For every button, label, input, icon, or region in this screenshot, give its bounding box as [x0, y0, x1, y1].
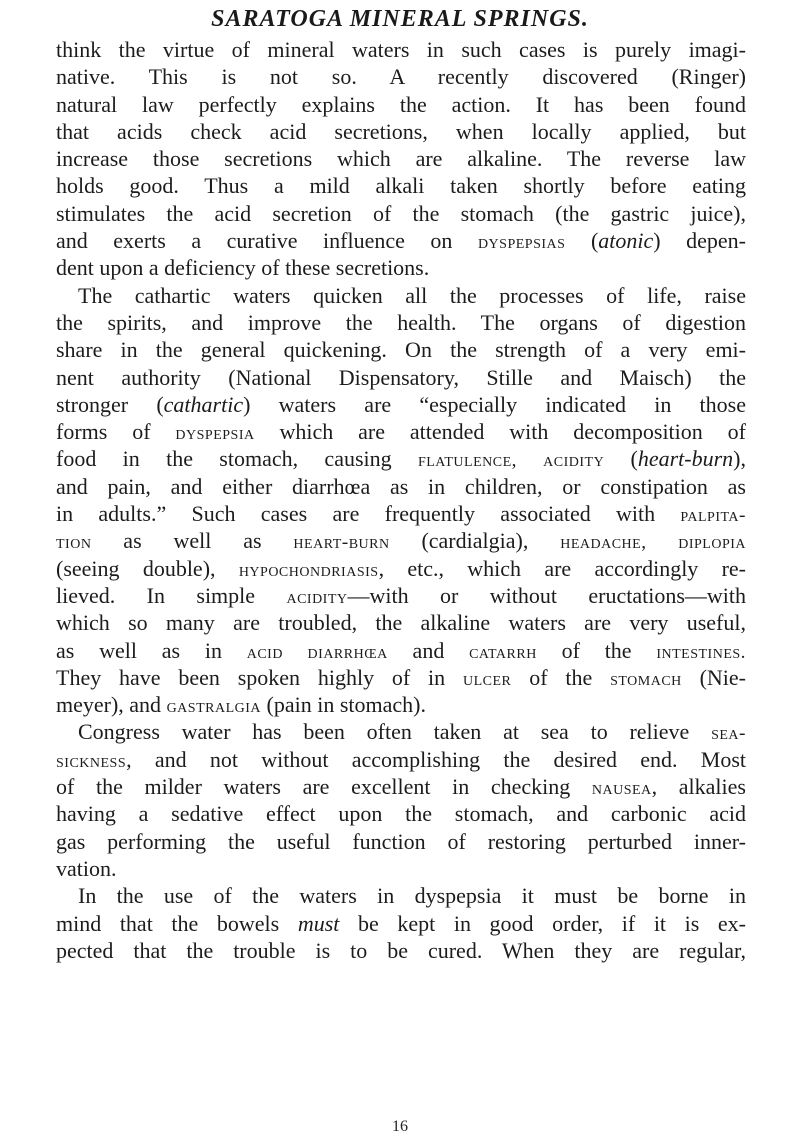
- text-run: ) waters are “especially indicated in those: [243, 391, 746, 417]
- text-line: [56, 91, 746, 118]
- text-line: [56, 637, 746, 664]
- text-run: of the: [536, 637, 657, 663]
- text-run: holds good. Thus a mild alkali taken shortly before eating: [56, 173, 746, 199]
- text-run: which are attended with decomposition of: [254, 419, 746, 445]
- text-line: [56, 172, 746, 199]
- text-run: and exerts a curative influence on: [56, 228, 478, 254]
- text-line: [56, 718, 746, 745]
- small-caps-term: tion: [56, 532, 92, 554]
- text-run: (cardialgia),: [389, 528, 561, 554]
- small-caps-term: heart-burn: [293, 532, 390, 554]
- text-run: vation.: [56, 855, 117, 881]
- text-run: —with or without eructations—with: [347, 582, 746, 608]
- text-line: [56, 418, 746, 445]
- text-run: food in the stomach, causing: [56, 446, 418, 472]
- text-run: , and not without accomplishing the desired end. Most: [126, 746, 746, 772]
- italic-term: must: [297, 910, 340, 936]
- text-line: [56, 309, 746, 336]
- small-caps-term: ulcer: [463, 668, 512, 690]
- text-run: mind that the bowels: [56, 910, 298, 936]
- text-line: [56, 336, 746, 363]
- small-caps-term: intestines.: [656, 641, 747, 663]
- text-line: [56, 445, 746, 472]
- text-run: nent authority (National Dispensatory, Stille and Maisch) the: [56, 364, 746, 390]
- text-run: the spirits, and improve the health. The organs of digestion: [56, 309, 746, 335]
- text-line: [56, 145, 746, 172]
- text-line: [56, 364, 746, 391]
- page-number: 16: [392, 1118, 408, 1135]
- text-line: [56, 855, 746, 882]
- body-text: [56, 36, 746, 964]
- text-run: and: [387, 637, 470, 663]
- text-run: (seeing double),: [56, 555, 239, 581]
- text-run: be kept in good order, if it is ex-: [339, 910, 747, 936]
- text-line: [56, 254, 746, 281]
- text-run: lieved. In simple: [56, 582, 287, 608]
- text-run: The cathartic waters quicken all the processes of life, raise: [78, 282, 746, 308]
- text-line: [56, 555, 746, 582]
- small-caps-term: dyspepsia: [175, 423, 255, 445]
- text-run: as well as in: [56, 637, 247, 663]
- text-line: [56, 937, 746, 964]
- text-run: meyer), and: [56, 692, 167, 718]
- text-line: [56, 664, 746, 691]
- text-line: [56, 36, 746, 63]
- text-run: share in the general quickening. On the strength of a very emi-: [56, 337, 746, 363]
- italic-term: cathartic: [163, 391, 244, 417]
- small-caps-term: hypochondriasis: [238, 559, 379, 581]
- small-caps-term: stomach: [610, 668, 682, 690]
- text-run: that acids check acid secretions, when locally applied, but: [56, 118, 746, 144]
- text-run: stronger (: [56, 391, 164, 417]
- text-line: [56, 609, 746, 636]
- text-line: [56, 773, 746, 800]
- text-run: gas performing the useful function of restoring perturbed inner-: [56, 828, 746, 854]
- text-run: They have been spoken highly of in: [56, 664, 463, 690]
- text-run: of the milder waters are excellent in checking: [56, 774, 592, 800]
- small-caps-term: acidity: [286, 586, 348, 608]
- text-run: dent upon a deficiency of these secretions.: [56, 255, 430, 281]
- text-line: [56, 910, 746, 937]
- text-run: and pain, and either diarrhœa as in children, or constipation as: [56, 473, 746, 499]
- small-caps-term: sea-: [711, 723, 746, 745]
- small-caps-term: dyspepsias: [477, 232, 566, 254]
- italic-term: heart-burn: [637, 446, 734, 472]
- text-run: pected that the trouble is to be cured. When they are regular,: [56, 937, 746, 963]
- text-run: (pain in stomach).: [261, 692, 426, 718]
- text-run: ) depen-: [653, 228, 746, 254]
- small-caps-term: catarrh: [469, 641, 537, 663]
- text-run: , alkalies: [651, 774, 746, 800]
- text-run: (: [565, 228, 599, 254]
- text-line: [56, 527, 746, 554]
- text-run: as well as: [91, 528, 294, 554]
- text-line: [56, 500, 746, 527]
- small-caps-term: palpita-: [680, 505, 746, 527]
- text-line: [56, 828, 746, 855]
- text-run: in adults.” Such cases are frequently associated with: [56, 501, 681, 527]
- text-line: [56, 118, 746, 145]
- text-run: which so many are troubled, the alkaline waters are very useful,: [56, 610, 746, 636]
- text-run: think the virtue of mineral waters in such cases is purely imagi-: [56, 37, 746, 62]
- text-run: native. This is not so. A recently discovered (Ringer): [56, 64, 746, 90]
- text-line: [56, 63, 746, 90]
- text-line: [56, 227, 746, 254]
- small-caps-term: nausea: [591, 778, 652, 800]
- text-line: [56, 882, 746, 909]
- text-line: [56, 691, 746, 718]
- running-head-title: SARATOGA MINERAL SPRINGS.: [211, 6, 589, 32]
- text-run: of the: [511, 664, 611, 690]
- text-run: forms of: [56, 419, 176, 445]
- text-run: ),: [733, 446, 746, 472]
- text-run: (: [604, 446, 638, 472]
- small-caps-term: headache, diplopia: [560, 532, 747, 554]
- small-caps-term: flatulence, acidity: [417, 450, 605, 472]
- text-run: In the use of the waters in dyspepsia it must be borne in: [78, 883, 746, 909]
- text-line: [56, 391, 746, 418]
- text-run: stimulates the acid secretion of the stomach (the gastric juice),: [56, 200, 746, 226]
- text-line: [56, 200, 746, 227]
- small-caps-term: sickness: [56, 750, 127, 772]
- text-run: having a sedative effect upon the stomach, and carbonic acid: [56, 801, 746, 827]
- text-run: , etc., which are accordingly re-: [378, 555, 747, 581]
- text-line: [56, 800, 746, 827]
- italic-term: atonic: [598, 228, 654, 254]
- text-run: (Nie-: [681, 664, 747, 690]
- small-caps-term: acid diarrhœa: [246, 641, 388, 663]
- text-run: increase those secretions which are alkaline. The reverse law: [56, 146, 746, 172]
- text-line: [56, 473, 746, 500]
- text-line: [56, 582, 746, 609]
- small-caps-term: gastralgia: [166, 696, 262, 718]
- text-run: natural law perfectly explains the action. It has been found: [56, 91, 746, 117]
- text-line: [56, 282, 746, 309]
- text-run: Congress water has been often taken at sea to relieve: [78, 719, 712, 745]
- text-line: [56, 746, 746, 773]
